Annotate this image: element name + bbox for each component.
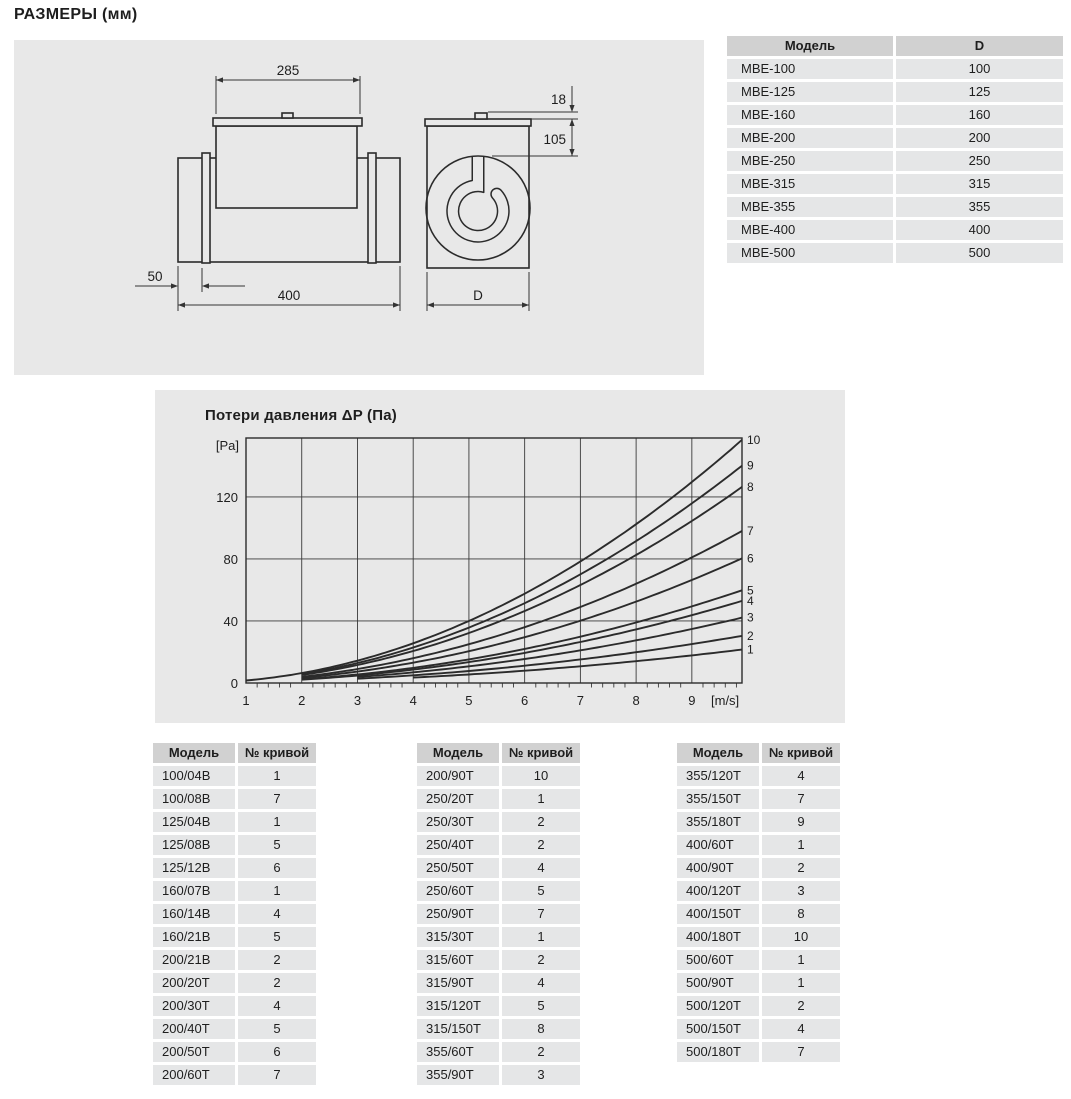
value-cell: 1: [762, 973, 840, 993]
table-row: [677, 881, 840, 901]
curve-label-1: 1: [747, 642, 754, 657]
model-cell: 125/08B: [153, 835, 235, 855]
model-cell: 200/20T: [153, 973, 235, 993]
curve-label-2: 2: [747, 628, 754, 643]
dim-diameter: D: [473, 288, 483, 303]
table-row: [417, 1042, 580, 1062]
value-cell: 1: [502, 789, 580, 809]
value-cell: 7: [502, 904, 580, 924]
table-row: [677, 1042, 840, 1062]
model-cell: 355/150T: [677, 789, 759, 809]
value-cell: 5: [238, 1019, 316, 1039]
model-cell: 400/90T: [677, 858, 759, 878]
value-cell: 400: [896, 220, 1063, 240]
table-row: [417, 950, 580, 970]
value-cell: 3: [502, 1065, 580, 1085]
value-cell: 2: [502, 812, 580, 832]
value-cell: 10: [762, 927, 840, 947]
curve-table-3: [677, 743, 840, 1065]
table-row: [153, 812, 316, 832]
x-tick-label: 3: [353, 693, 362, 708]
model-cell: 500/180T: [677, 1042, 759, 1062]
model-cell: 400/180T: [677, 927, 759, 947]
table-row: [153, 789, 316, 809]
dim-top-width: 285: [276, 63, 300, 78]
model-cell: MBE-125: [727, 82, 893, 102]
value-cell: 6: [238, 858, 316, 878]
value-cell: 5: [502, 881, 580, 901]
value-cell: 1: [762, 835, 840, 855]
model-cell: 250/90T: [417, 904, 499, 924]
y-tick-label: 80: [223, 551, 238, 567]
value-cell: 8: [502, 1019, 580, 1039]
y-tick-label: 0: [230, 676, 238, 691]
flange-left: [202, 153, 210, 263]
table-row: [417, 996, 580, 1016]
curve-table-3-rows: [677, 766, 840, 1062]
model-cell: MBE-160: [727, 105, 893, 125]
value-cell: 250: [896, 151, 1063, 171]
value-cell: 2: [502, 1042, 580, 1062]
table-row: [153, 904, 316, 924]
y-tick-label: 40: [223, 613, 238, 629]
table-row: [677, 812, 840, 832]
value-cell: 4: [502, 858, 580, 878]
table-header: [677, 743, 840, 763]
table-row: [727, 151, 1063, 171]
table-row: [417, 1065, 580, 1085]
value-cell: 7: [238, 789, 316, 809]
table-row: [677, 789, 840, 809]
table-row: [153, 766, 316, 786]
model-cell: 500/60T: [677, 950, 759, 970]
table-row: [727, 243, 1063, 263]
value-cell: 2: [502, 950, 580, 970]
y-tick-label: 120: [216, 489, 238, 505]
value-cell: 8: [762, 904, 840, 924]
model-cell: 500/120T: [677, 996, 759, 1016]
model-cell: 100/04B: [153, 766, 235, 786]
lid-knob: [282, 113, 293, 118]
size-table-rows: [727, 59, 1063, 263]
value-cell: 4: [238, 996, 316, 1016]
table-row: [417, 1019, 580, 1039]
value-cell: 2: [238, 973, 316, 993]
table-row: [153, 835, 316, 855]
flange-right: [368, 153, 376, 263]
value-cell: 2: [502, 835, 580, 855]
model-cell: 355/180T: [677, 812, 759, 832]
value-cell: 1: [238, 812, 316, 832]
model-cell: 250/20T: [417, 789, 499, 809]
value-cell: 1: [238, 766, 316, 786]
value-cell: 5: [502, 996, 580, 1016]
table-row: [153, 996, 316, 1016]
x-tick-label: 1: [242, 693, 250, 708]
page-title: РАЗМЕРЫ (мм): [14, 6, 138, 23]
y-unit-label: [Pa]: [215, 438, 239, 453]
model-cell: 200/50T: [153, 1042, 235, 1062]
table-row: [727, 220, 1063, 240]
table-row: [677, 904, 840, 924]
model-cell: 250/40T: [417, 835, 499, 855]
table-row: [677, 858, 840, 878]
table-row: [417, 973, 580, 993]
x-tick-label: 6: [521, 693, 529, 708]
model-cell: 250/50T: [417, 858, 499, 878]
duct-opening-circle: [426, 156, 530, 260]
column-header-model: Модель: [677, 743, 759, 763]
value-cell: 500: [896, 243, 1063, 263]
model-cell: 355/60T: [417, 1042, 499, 1062]
model-cell: 200/60T: [153, 1065, 235, 1085]
heating-element-symbol: [447, 156, 509, 242]
table-row: [677, 973, 840, 993]
model-cell: 355/120T: [677, 766, 759, 786]
column-header-curve-number: № кривой: [762, 743, 840, 763]
value-cell: 3: [762, 881, 840, 901]
value-cell: 1: [502, 927, 580, 947]
model-cell: MBE-355: [727, 197, 893, 217]
curve-table-2: [417, 743, 580, 1088]
column-header-model: Модель: [417, 743, 499, 763]
table-row: [153, 858, 316, 878]
table-row: [417, 766, 580, 786]
x-tick-label: 7: [576, 693, 584, 708]
model-cell: MBE-200: [727, 128, 893, 148]
table-row: [727, 197, 1063, 217]
model-cell: MBE-100: [727, 59, 893, 79]
model-cell: 315/90T: [417, 973, 499, 993]
end-lid-knob: [475, 113, 487, 119]
table-row: [417, 927, 580, 947]
value-cell: 5: [238, 835, 316, 855]
value-cell: 4: [238, 904, 316, 924]
end-lid: [425, 119, 531, 126]
model-cell: 125/04B: [153, 812, 235, 832]
pressure-loss-chart: [155, 390, 845, 723]
model-cell: 500/150T: [677, 1019, 759, 1039]
value-cell: 355: [896, 197, 1063, 217]
chart-title: Потери давления ΔP (Па): [205, 407, 397, 424]
x-tick-label: 2: [298, 693, 306, 708]
size-table: [727, 36, 1063, 266]
column-header-model: Модель: [153, 743, 235, 763]
table-row: [153, 973, 316, 993]
model-cell: 250/60T: [417, 881, 499, 901]
table-row: [153, 1042, 316, 1062]
table-row: [417, 835, 580, 855]
table-row: [153, 881, 316, 901]
value-cell: 100: [896, 59, 1063, 79]
curve-label-10: 10: [747, 432, 761, 447]
table-row: [417, 881, 580, 901]
model-cell: 315/120T: [417, 996, 499, 1016]
curve-label-8: 8: [747, 479, 754, 494]
table-row: [677, 996, 840, 1016]
value-cell: 10: [502, 766, 580, 786]
dim-length: 400: [277, 288, 301, 303]
table-row: [677, 927, 840, 947]
side-view: [178, 113, 400, 263]
value-cell: 4: [502, 973, 580, 993]
model-cell: 355/90T: [417, 1065, 499, 1085]
table-row: [727, 174, 1063, 194]
dim-inlet-offset: 50: [147, 269, 163, 284]
value-cell: 5: [238, 927, 316, 947]
model-cell: 500/90T: [677, 973, 759, 993]
value-cell: 6: [238, 1042, 316, 1062]
pressure-loss-chart-panel: [155, 390, 845, 723]
model-cell: 200/90T: [417, 766, 499, 786]
value-cell: 125: [896, 82, 1063, 102]
end-view: [425, 113, 531, 268]
model-cell: MBE-250: [727, 151, 893, 171]
x-tick-label: 4: [409, 693, 417, 708]
x-tick-label: 9: [688, 693, 696, 708]
chart-frame: [246, 438, 742, 683]
curve-label-3: 3: [747, 610, 754, 625]
model-cell: 315/150T: [417, 1019, 499, 1039]
value-cell: 1: [762, 950, 840, 970]
value-cell: 7: [762, 1042, 840, 1062]
dimensions-drawing-panel: [14, 40, 704, 375]
value-cell: 7: [762, 789, 840, 809]
table-row: [727, 59, 1063, 79]
curve-label-7: 7: [747, 524, 754, 539]
model-cell: 315/30T: [417, 927, 499, 947]
table-header: [727, 36, 1063, 56]
model-cell: 200/40T: [153, 1019, 235, 1039]
table-row: [417, 789, 580, 809]
model-cell: MBE-400: [727, 220, 893, 240]
table-row: [153, 950, 316, 970]
model-cell: 160/21B: [153, 927, 235, 947]
terminal-box-lid: [213, 118, 362, 126]
column-header-model: Модель: [727, 36, 893, 56]
model-cell: 400/60T: [677, 835, 759, 855]
curve-label-9: 9: [747, 458, 754, 473]
model-cell: 200/21B: [153, 950, 235, 970]
value-cell: 2: [238, 950, 316, 970]
table-header: [153, 743, 316, 763]
table-row: [153, 927, 316, 947]
dim-lid-height: 18: [550, 92, 566, 107]
curve-label-5: 5: [747, 583, 754, 598]
model-cell: 400/150T: [677, 904, 759, 924]
table-row: [153, 1019, 316, 1039]
table-row: [677, 766, 840, 786]
value-cell: 315: [896, 174, 1063, 194]
table-header: [417, 743, 580, 763]
value-cell: 2: [762, 996, 840, 1016]
value-cell: 2: [762, 858, 840, 878]
table-row: [417, 858, 580, 878]
model-cell: MBE-500: [727, 243, 893, 263]
model-cell: 315/60T: [417, 950, 499, 970]
curve-label-6: 6: [747, 551, 754, 566]
x-tick-label: 8: [632, 693, 640, 708]
value-cell: 1: [238, 881, 316, 901]
curve-table-1: [153, 743, 316, 1088]
column-header-diameter: D: [896, 36, 1063, 56]
value-cell: 4: [762, 1019, 840, 1039]
terminal-box: [216, 126, 357, 208]
model-cell: 200/30T: [153, 996, 235, 1016]
x-unit-label: [m/s]: [711, 693, 740, 708]
table-row: [677, 835, 840, 855]
table-row: [727, 105, 1063, 125]
dim-box-height: 105: [543, 132, 566, 147]
table-row: [677, 1019, 840, 1039]
table-row: [153, 1065, 316, 1085]
table-row: [727, 128, 1063, 148]
value-cell: 4: [762, 766, 840, 786]
model-cell: 125/12B: [153, 858, 235, 878]
table-row: [727, 82, 1063, 102]
curve-table-2-rows: [417, 766, 580, 1085]
model-cell: 100/08B: [153, 789, 235, 809]
column-header-curve-number: № кривой: [502, 743, 580, 763]
curve-table-1-rows: [153, 766, 316, 1085]
value-cell: 9: [762, 812, 840, 832]
value-cell: 7: [238, 1065, 316, 1085]
column-header-curve-number: № кривой: [238, 743, 316, 763]
value-cell: 160: [896, 105, 1063, 125]
table-row: [677, 950, 840, 970]
table-row: [417, 812, 580, 832]
model-cell: 160/07B: [153, 881, 235, 901]
model-cell: MBE-315: [727, 174, 893, 194]
x-tick-label: 5: [465, 693, 473, 708]
model-cell: 250/30T: [417, 812, 499, 832]
curve-label-4: 4: [747, 593, 754, 608]
table-row: [417, 904, 580, 924]
model-cell: 160/14B: [153, 904, 235, 924]
technical-drawing: [14, 40, 704, 375]
value-cell: 200: [896, 128, 1063, 148]
model-cell: 400/120T: [677, 881, 759, 901]
